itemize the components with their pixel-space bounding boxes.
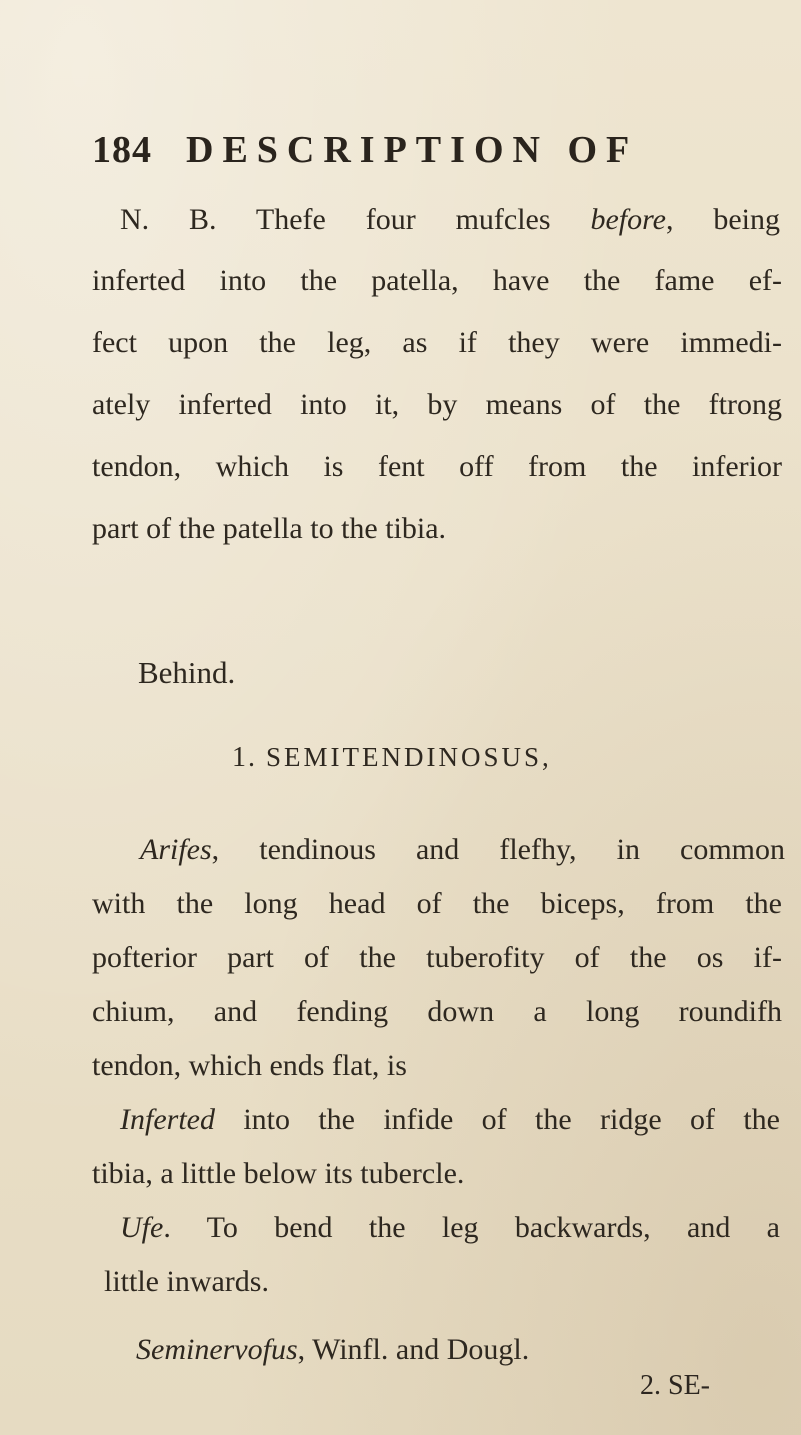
muscle-line-1: [140, 830, 785, 870]
note-line-5: [92, 447, 782, 487]
synonym-line: [136, 1330, 529, 1370]
note-line-4-text: ately inferted into it, by means of the ftrong: [92, 388, 782, 421]
muscle-line-2: [92, 884, 782, 924]
muscle-line-8-tail: . To bend the leg backwards, and a: [163, 1211, 780, 1244]
note-line-3: [92, 323, 782, 363]
running-header: [92, 128, 732, 178]
muscle-line-6-tail: into the infide of the ridge of the: [214, 1103, 780, 1136]
muscle-line-8: [120, 1208, 780, 1248]
note-line-6-text: part of the patella to the tibia.: [92, 512, 447, 545]
note-line-2-text: inferted into the patella, have the fame ef-: [92, 264, 782, 297]
muscle-line-7: [92, 1154, 464, 1194]
catchword: 2. SE-: [640, 1370, 710, 1401]
muscle-line-8-italic: Ufe: [120, 1211, 164, 1244]
muscle-number: 1.: [232, 742, 257, 773]
muscle-line-9-text: little inwards.: [104, 1265, 269, 1298]
muscle-line-3: [92, 938, 782, 978]
note-line-1-tail: , being: [665, 203, 780, 236]
note-line-3-text: fect upon the leg, as if they were immedi-: [92, 326, 782, 359]
running-title: DESCRIPTION OF: [186, 129, 639, 171]
synonym-italic: Seminervofus: [136, 1333, 298, 1366]
muscle-line-5: [92, 1046, 407, 1086]
note-line-2: [92, 261, 782, 301]
note-line-4: [92, 385, 782, 425]
muscle-line-1-italic: Arifes: [140, 833, 212, 866]
page-number: 184: [92, 129, 152, 171]
muscle-line-1-tail: , tendinous and flefhy, in common: [211, 833, 785, 866]
note-line-6: [92, 509, 446, 549]
synonym-tail: , Winfl. and Dougl.: [297, 1333, 530, 1366]
note-line-1-italic: before: [590, 203, 666, 236]
muscle-line-3-text: pofterior part of the tuberofity of the os if-: [92, 941, 782, 974]
note-line-5-text: tendon, which is fent off from the inferior: [92, 450, 782, 483]
note-line-1-text: N. B. Thefe four mufcles: [120, 203, 591, 236]
note-line-1: [120, 200, 780, 240]
muscle-line-5-text: tendon, which ends flat, is: [92, 1049, 407, 1082]
muscle-line-6: [120, 1100, 780, 1140]
muscle-line-9: [104, 1262, 269, 1302]
muscle-line-4-text: chium, and fending down a long roundifh: [92, 995, 782, 1028]
muscle-heading: [232, 742, 552, 774]
muscle-name: SEMITENDINOSUS,: [266, 742, 552, 772]
muscle-line-2-text: with the long head of the biceps, from the: [92, 887, 782, 920]
section-heading: Behind.: [138, 655, 236, 690]
muscle-line-4: [92, 992, 782, 1032]
muscle-line-6-italic: Inferted: [120, 1103, 215, 1136]
muscle-line-7-text: tibia, a little below its tubercle.: [92, 1157, 465, 1190]
